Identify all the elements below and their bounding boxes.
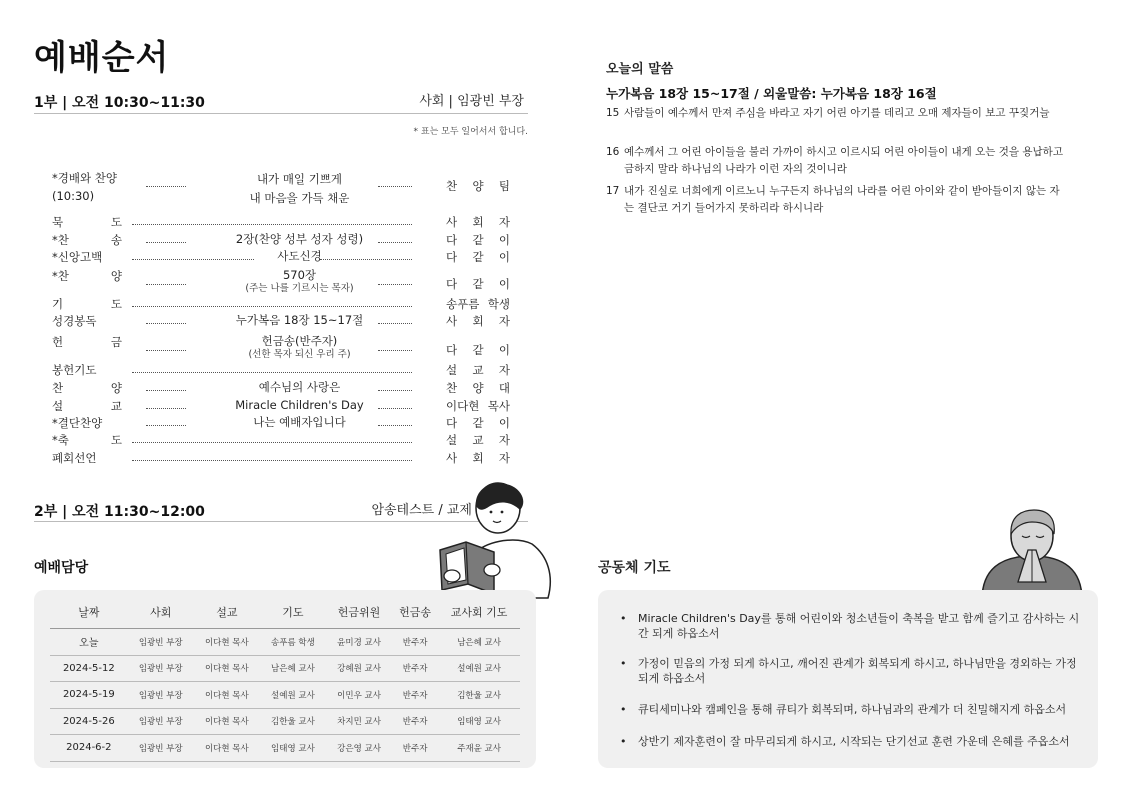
staff-cell: 반주자	[392, 655, 438, 682]
order-role: 찬 양 팀	[446, 179, 510, 193]
order-role: 다 같 이	[446, 416, 510, 430]
part2-label: 2부 | 오전 11:30~12:00	[34, 504, 205, 520]
staff-cell: 송푸름 학생	[260, 629, 326, 656]
order-label: *경배와 찬양	[52, 171, 117, 185]
staff-table-row	[50, 682, 520, 709]
verse-number: 15	[606, 107, 620, 119]
order-role: 송푸름 학생	[446, 297, 510, 311]
staff-cell: 김한울 교사	[260, 708, 326, 735]
verse-item	[606, 144, 1066, 178]
order-role: 사 회 자	[446, 215, 510, 229]
prayer-item	[620, 656, 1085, 686]
standing-note: * 표는 모두 일어서서 합니다.	[413, 127, 528, 137]
staff-header-cell: 교사회 기도	[438, 598, 520, 629]
staff-cell: 2024-5-12	[50, 655, 128, 682]
staff-cell: 반주자	[392, 682, 438, 709]
staff-cell: 오늘	[50, 629, 128, 656]
verse-text: 예수께서 그 어린 아이들을 불러 가까이 하시고 이르시되 어린 아이들이 내게 오는 것을 용납하고 금하지 말라 하나님의 나라가 이런 자의 것이니라	[624, 146, 1063, 175]
word-title: 오늘의 말씀	[606, 62, 674, 77]
part1-label: 1부 | 오전 10:30~11:30	[34, 95, 205, 111]
staff-header-cell: 사회	[128, 598, 194, 629]
staff-table-header	[50, 598, 520, 629]
staff-cell: 이민우 교사	[326, 682, 392, 709]
staff-cell: 2024-5-19	[50, 682, 128, 709]
leader-dots	[146, 236, 186, 243]
order-row	[52, 232, 510, 250]
prayer-text: Miracle Children's Day를 통해 어린이와 청소년들이 축복을 받고 함께 즐기고 감사하는 시간 되게 하옵소서	[638, 612, 1080, 640]
prayer-text: 가정이 믿음의 가정 되게 하시고, 깨어진 관계가 회복되게 하시고, 하나님만을 경외하는 가정 되게 하옵소서	[638, 657, 1077, 685]
order-label: 헌 금	[52, 335, 122, 349]
order-content	[202, 380, 397, 394]
verse-item	[606, 105, 1066, 122]
leader-dots	[146, 278, 186, 285]
staff-cell: 남은혜 교사	[260, 655, 326, 682]
prayer-text: 상반기 제자훈련이 잘 마무리되게 하시고, 시작되는 단기선교 훈련 가운데 은혜를 주옵소서	[638, 735, 1070, 748]
staff-cell: 강은영 교사	[326, 735, 392, 762]
order-row	[52, 296, 510, 314]
staff-cell: 이다현 목사	[194, 655, 260, 682]
part2-right: 암송테스트 / 교제	[371, 503, 472, 518]
leader-dots	[146, 317, 186, 324]
leader-dots	[146, 419, 186, 426]
staff-table	[50, 598, 520, 762]
staff-cell: 임광빈 부장	[128, 708, 194, 735]
order-content	[202, 232, 397, 246]
prayer-item	[620, 611, 1085, 641]
staff-cell: 반주자	[392, 629, 438, 656]
order-content	[202, 249, 397, 263]
leader-dots	[146, 344, 186, 351]
leader-dots	[132, 300, 412, 307]
part1-host: 사회 | 임광빈 부장	[419, 94, 524, 109]
prayer-item	[620, 702, 1085, 717]
leader-dots	[146, 180, 186, 187]
order-row	[52, 380, 510, 398]
staff-cell: 이다현 목사	[194, 708, 260, 735]
staff-cell: 주재윤 교사	[438, 735, 520, 762]
reading-person-illustration	[436, 480, 558, 600]
leader-dots	[146, 384, 186, 391]
order-label: 묵 도	[52, 215, 122, 229]
order-role: 다 같 이	[446, 277, 510, 291]
order-content-title: 내가 매일 기쁘게	[256, 172, 343, 186]
order-content-title: 나는 예배자입니다	[253, 415, 346, 429]
staff-table-row	[50, 629, 520, 656]
staff-cell: 2024-6-2	[50, 735, 128, 762]
staff-cell: 반주자	[392, 735, 438, 762]
order-row	[52, 432, 510, 450]
order-row	[52, 214, 510, 232]
staff-cell: 반주자	[392, 708, 438, 735]
order-content-title: 예수님의 사랑은	[258, 380, 341, 394]
staff-cell: 임태영 교사	[438, 708, 520, 735]
staff-table-row	[50, 655, 520, 682]
order-label: *찬 송	[52, 233, 122, 247]
verse-text: 사람들이 예수께서 만져 주심을 바라고 자기 어린 아기를 데리고 오매 제자들이 보고 꾸짖거늘	[624, 107, 1050, 119]
staff-cell: 임광빈 부장	[128, 735, 194, 762]
order-row	[52, 398, 510, 416]
order-role: 다 같 이	[446, 233, 510, 247]
order-role: 사 회 자	[446, 314, 510, 328]
prayer-item	[620, 734, 1085, 749]
verse-text: 내가 진실로 너희에게 이르노니 누구든지 하나님의 나라를 어린 아이와 같이 받아들이지 않는 자는 결단코 거기 들어가지 못하리라 하시니라	[624, 185, 1060, 214]
staff-cell: 이다현 목사	[194, 682, 260, 709]
order-content-title: 누가복음 18장 15~17절	[235, 313, 364, 327]
staff-cell: 임광빈 부장	[128, 682, 194, 709]
order-content-title: Miracle Children's Day	[235, 398, 364, 412]
order-role: 사 회 자	[446, 451, 510, 465]
staff-cell: 임광빈 부장	[128, 629, 194, 656]
staff-header-cell: 헌금위원	[326, 598, 392, 629]
order-role: 찬 양 대	[446, 381, 510, 395]
order-content-sub: (선한 목자 되신 우리 주)	[248, 349, 351, 360]
staff-cell: 이다현 목사	[194, 735, 260, 762]
staff-table-row	[50, 708, 520, 735]
staff-cell: 김한울 교사	[438, 682, 520, 709]
order-label: 기 도	[52, 297, 122, 311]
staff-cell: 남은혜 교사	[438, 629, 520, 656]
order-role: 이다현 목사	[446, 399, 510, 413]
order-content-title: 헌금송(반주자)	[261, 334, 338, 348]
order-content	[202, 268, 397, 296]
bullet-icon: •	[620, 703, 627, 716]
order-row	[52, 450, 510, 468]
bullet-icon: •	[620, 657, 627, 670]
order-role: 다 같 이	[446, 250, 510, 264]
order-label: *찬 양	[52, 269, 122, 283]
bullet-icon: •	[620, 735, 627, 748]
staff-header-cell: 날짜	[50, 598, 128, 629]
order-label: 폐회선언	[52, 451, 97, 465]
staff-header-cell: 기도	[260, 598, 326, 629]
verse-item	[606, 183, 1066, 217]
word-reference: 누가복음 18장 15~17절 / 외울말씀: 누가복음 18장 16절	[606, 86, 937, 101]
page-title: 예배순서	[34, 38, 170, 78]
order-content	[202, 170, 397, 208]
staff-cell: 임광빈 부장	[128, 655, 194, 682]
leader-dots	[132, 436, 412, 443]
order-label: *신앙고백	[52, 250, 103, 264]
part1-divider	[34, 113, 528, 114]
leader-dots	[132, 454, 412, 461]
staff-header-cell: 설교	[194, 598, 260, 629]
order-row	[52, 313, 510, 331]
order-content	[202, 334, 397, 362]
order-role: 설 교 자	[446, 363, 510, 377]
praying-person-illustration	[978, 506, 1086, 600]
staff-cell: 윤미경 교사	[326, 629, 392, 656]
staff-cell: 설예원 교사	[260, 682, 326, 709]
order-label: *축 도	[52, 433, 122, 447]
leader-dots	[132, 218, 412, 225]
order-content-title: 사도신경	[277, 249, 322, 263]
order-content-sub: (주는 나를 기르시는 목자)	[245, 283, 354, 294]
order-label: 성경봉독	[52, 314, 97, 328]
staff-table-row	[50, 735, 520, 762]
order-content	[202, 398, 397, 412]
staff-title: 예배담당	[34, 560, 89, 576]
leader-dots	[132, 366, 412, 373]
order-row	[52, 170, 510, 204]
order-row	[52, 415, 510, 433]
order-content	[202, 415, 397, 429]
order-role: 설 교 자	[446, 433, 510, 447]
order-row	[52, 249, 510, 267]
order-row	[52, 362, 510, 380]
order-label: 설 교	[52, 399, 122, 413]
staff-header-cell: 헌금송	[392, 598, 438, 629]
staff-cell: 강혜원 교사	[326, 655, 392, 682]
order-content-title: 570장	[282, 268, 317, 282]
leader-dots	[146, 402, 186, 409]
prayer-title: 공동체 기도	[598, 560, 671, 576]
staff-cell: 임태영 교사	[260, 735, 326, 762]
bullet-icon: •	[620, 612, 627, 625]
staff-cell: 설예원 교사	[438, 655, 520, 682]
order-label: 찬 양	[52, 381, 122, 395]
order-content	[202, 313, 397, 327]
order-content-sub: 내 마음을 가득 채운	[249, 191, 350, 205]
prayer-text: 큐티세미나와 캠페인을 통해 큐티가 회복되며, 하나님과의 관계가 더 친밀해지게 하옵소서	[638, 703, 1067, 716]
staff-cell: 차지민 교사	[326, 708, 392, 735]
staff-cell: 2024-5-26	[50, 708, 128, 735]
order-role: 다 같 이	[446, 343, 510, 357]
order-label: 봉헌기도	[52, 363, 97, 377]
order-time: (10:30)	[52, 189, 95, 203]
staff-cell: 이다현 목사	[194, 629, 260, 656]
verse-number: 16	[606, 146, 620, 158]
verse-number: 17	[606, 185, 620, 197]
order-label: *결단찬양	[52, 416, 103, 430]
order-content-title: 2장(찬양 성부 성자 성령)	[235, 232, 364, 246]
